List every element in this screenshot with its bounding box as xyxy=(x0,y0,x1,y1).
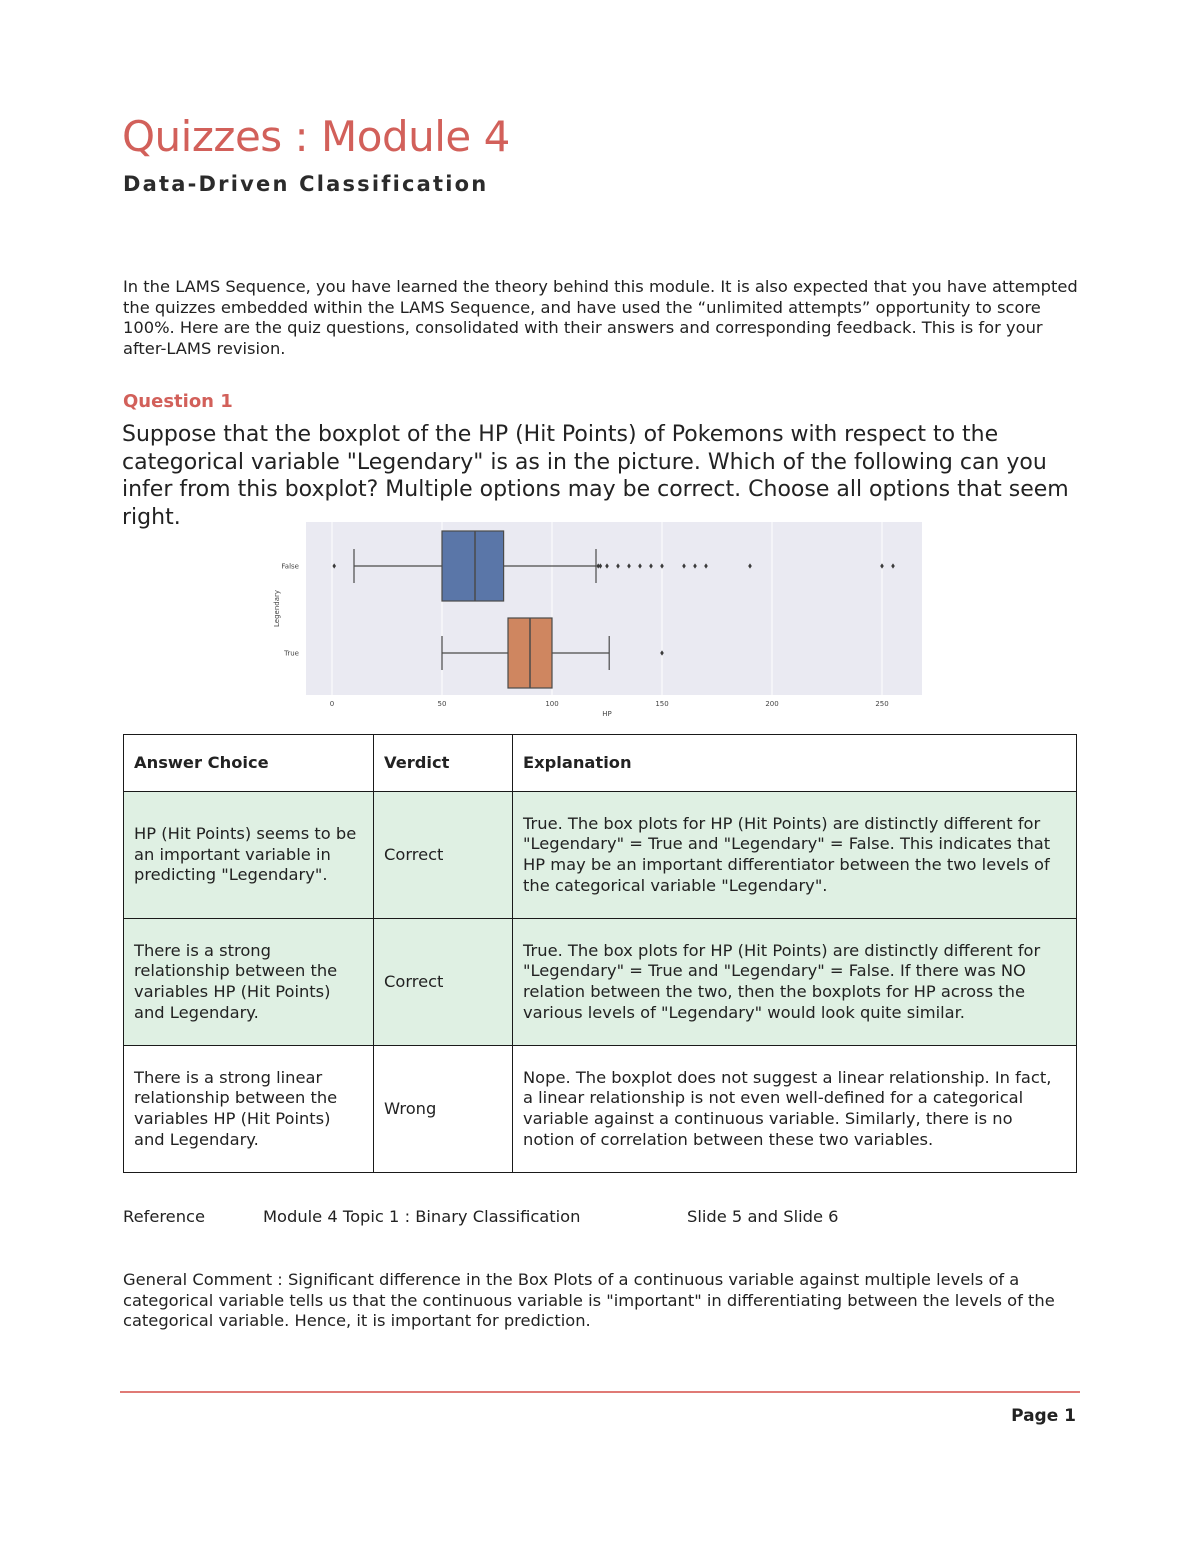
table-row xyxy=(124,1046,1077,1173)
header-verdict: Verdict xyxy=(374,735,513,792)
x-tick-label: 50 xyxy=(437,700,447,708)
explanation-cell: Nope. The boxplot does not suggest a linear relationship. In fact, a linear relationship is not even well-defined for a categorical variable against a continuous variable. Similarly, there is no notion of correlation between these two variables. xyxy=(513,1046,1077,1173)
hp-legendary-boxplot xyxy=(266,518,926,723)
y-tick-label: True xyxy=(284,649,299,658)
x-tick-label: 250 xyxy=(875,700,889,708)
y-tick-label: False xyxy=(281,562,299,571)
footer-divider xyxy=(120,1391,1080,1393)
answers-table xyxy=(123,734,1077,1173)
explanation-cell: True. The box plots for HP (Hit Points) are distinctly different for "Legendary" = True and "Legendary" = False. If there was NO relation between the two, then the boxplots for HP across the various levels of "Legendary" would look quite similar. xyxy=(513,919,1077,1046)
question-label: Question 1 xyxy=(123,391,233,412)
x-axis-label: HP xyxy=(602,710,612,718)
table-row xyxy=(124,919,1077,1046)
page-title: Quizzes : Module 4 xyxy=(122,112,510,161)
plot-background xyxy=(306,522,922,695)
x-tick-label: 150 xyxy=(655,700,669,708)
verdict-cell: Correct xyxy=(374,919,513,1046)
answer-choice-cell: There is a strong relationship between the variables HP (Hit Points) and Legendary. xyxy=(124,919,374,1046)
x-tick-label: 0 xyxy=(329,700,335,708)
reference-slides: Slide 5 and Slide 6 xyxy=(687,1207,839,1226)
header-answer-choice: Answer Choice xyxy=(124,735,374,792)
question-text: Suppose that the boxplot of the HP (Hit Points) of Pokemons with respect to the categorical variable "Legendary" is as in the picture. Which of the following can you infer from this boxplot? Multiple options may be correct. Choose all options that seem right. xyxy=(122,422,1069,530)
explanation-cell: True. The box plots for HP (Hit Points) are distinctly different for "Legendary" = True and "Legendary" = False. This indicates that HP may be an important differentiator between the two levels of the categorical variable "Legendary". xyxy=(513,792,1077,919)
verdict-cell: Wrong xyxy=(374,1046,513,1173)
page-subtitle: Data-Driven Classification xyxy=(123,172,489,196)
reference-label: Reference xyxy=(123,1207,205,1226)
intro-paragraph: In the LAMS Sequence, you have learned the theory behind this module. It is also expected that you have attempted the quizzes embedded within the LAMS Sequence, and have used the “unlimited attempts” opportunity to score 100%. Here are the quiz questions, consolidated with their answers and corresponding feedback. This is for your after-LAMS revision. xyxy=(123,277,1078,358)
page-number: Page 1 xyxy=(1011,1406,1076,1426)
reference-topic: Module 4 Topic 1 : Binary Classification xyxy=(263,1207,581,1226)
table-row xyxy=(124,792,1077,919)
x-tick-label: 200 xyxy=(765,700,779,708)
verdict-cell: Correct xyxy=(374,792,513,919)
general-comment: General Comment : Significant difference in the Box Plots of a continuous variable against multiple levels of a categorical variable tells us that the continuous variable is "important" in differentiating between the levels of the categorical variable. Hence, it is important for prediction. xyxy=(123,1270,1055,1331)
box-false xyxy=(442,531,504,601)
answer-choice-cell: There is a strong linear relationship between the variables HP (Hit Points) and Legendary. xyxy=(124,1046,374,1173)
header-explanation: Explanation xyxy=(513,735,1077,792)
x-tick-label: 100 xyxy=(545,700,559,708)
answer-choice-cell: HP (Hit Points) seems to be an important variable in predicting "Legendary". xyxy=(124,792,374,919)
y-axis-label: Legendary xyxy=(273,589,281,628)
